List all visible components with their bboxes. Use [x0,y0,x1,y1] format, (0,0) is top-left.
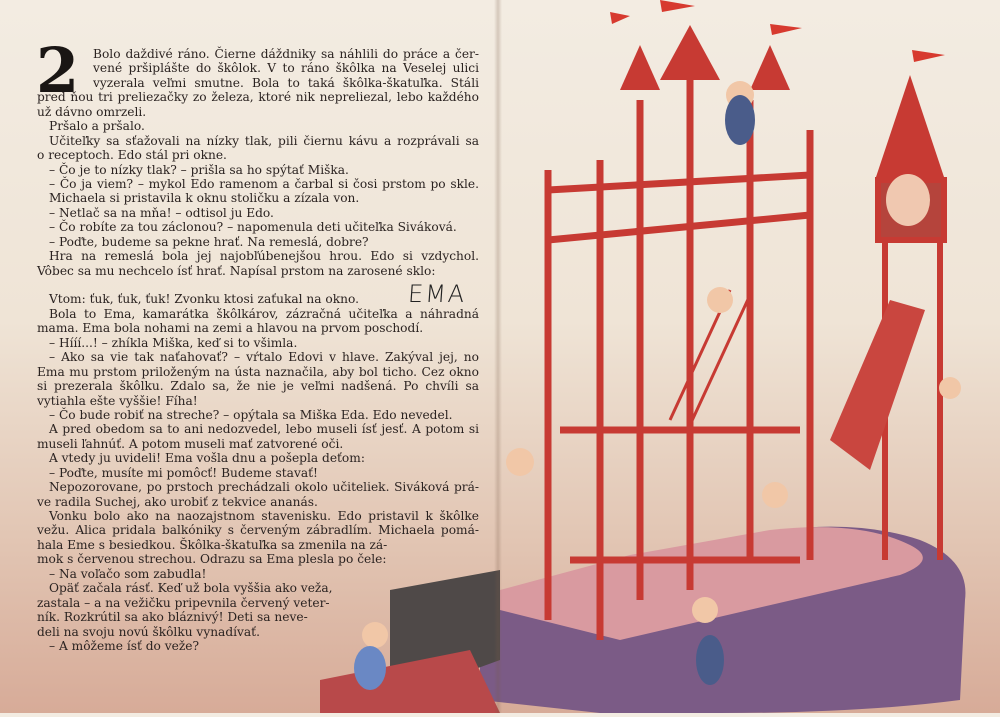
text-line: – Poďte, budeme sa pekne hrať. Na remeslá, dobre? [49,234,369,249]
page-fold [494,0,502,713]
text-line: Bola to Ema, kamarátka škôlkárov, zázračná učiteľka a náhradná [49,306,479,321]
text-line: deli na svoju novú škôlku vynadívať. [37,624,260,639]
text-line: vyzerala veľmi smutne. Bola to taká škôlka-škatuľka. Stáli [93,75,479,90]
text-line: – Hííí...! – zhíkla Miška, keď si to všimla. [49,335,298,350]
text-line: o receptoch. Edo stál pri okne. [37,148,227,163]
text-line: museli ľahnúť. A potom museli mať zatvorené oči. [37,436,344,451]
text-line: Vonku bolo ako na naozajstnom stavenisku. Edo pristavil k škôlke [49,509,479,523]
text-line: zastala – a na vežičku pripevnila červený veter- [37,595,330,610]
text-line: vytiahla ešte vyššie! Fíha! [37,393,198,408]
text-line: Vtom: ťuk, ťuk, ťuk! Zvonku ktosi zaťukal na okno. [49,292,359,307]
text-line: – Netlač sa na mňa! – odtisol ju Edo. [49,205,274,220]
text-line: Učiteľky sa sťažovali na nízky tlak, pili čiernu kávu a rozprávali sa [49,133,479,148]
text-line: vené pršiplášte do škôlok. V to ráno škôlka na Veselej ulici [93,61,479,76]
text-line: ve radila Suchej, ako urobiť z tekvice ananás. [37,494,318,509]
text-line: – Na voľačo som zabudla! [49,566,207,581]
red-roofs [620,25,945,180]
text-line: – A môžeme ísť do veže? [49,638,200,653]
text-line: – Poďte, musíte mi pomôcť! Budeme stavať! [49,465,318,480]
text-line: – Čo bude robiť na streche? – opýtala sa Miška Eda. Edo nevedel. [49,407,453,422]
text-line: Opäť začala rásť. Keď už bola vyššia ako veža, [49,581,333,596]
text-line: Nepozorovane, po prstoch prechádzali okolo učiteliek. Siváková prá- [49,480,479,495]
text-line: – Ako sa vie tak naťahovať? – vŕtalo Edovi v hlave. Zakýval jej, no [49,350,479,365]
text-line: mok s červenou strechou. Odrazu sa Ema plesla po čele: [37,552,387,567]
text-line: Ema mu prstom priloženým na ústa naznačila, aby bol ticho. Cez okno [37,364,479,379]
story-text [37,47,479,653]
text-line: – Čo robíte za tou záclonou? – napomenula deti učiteľka Siváková. [49,220,457,235]
text-line: Bolo daždivé ráno. Čierne dáždniky sa náhlili do práce a čer- [93,47,479,61]
text-line: si prezerala škôlku. Zdalo sa, že nie je veľmi nadšená. Po chvíli sa [37,379,479,394]
ladder [670,290,750,425]
text-line: mama. Ema bola nohami na zemi a hlavou na prvom poschodí. [37,321,424,336]
text-line: A pred obedom sa to ani nedozvedel, lebo museli ísť jesť. A potom si [49,422,479,437]
text-line: Vôbec sa mu nechcelo ísť hrať. Napísal prstom na zarosené sklo: [37,263,436,278]
text-line: Michaela si pristavila k oknu stoličku a zízala von. [49,191,360,206]
flags [610,0,945,62]
text-line: vežu. Alica pridala balkóniky s červeným zábradlím. Michaela pomá- [37,523,479,538]
handwritten-ema: EMA [407,280,468,308]
text-line: ník. Rozkrútil sa ako bláznivý! Deti sa neve- [37,610,308,625]
chapter-number: 2 [36,34,80,107]
slide [830,300,925,470]
text-line: – Čo je to nízky tlak? – prišla sa ho spýtať Miška. [49,162,349,177]
text-line: – Čo ja viem? – mykol Edo ramenom a čarbal si čosi prstom po skle. [49,176,479,191]
text-line: hala Eme s besiedkou. Škôlka-škatuľka sa zmenila na zá- [37,537,388,552]
text-line: A vtedy ju uvideli! Ema vošla dnu a pošepla deťom: [49,451,365,466]
text-line [37,278,479,292]
text-line: Hra na remeslá bola jej najobľúbenejšou hrou. Edo si vzdychol. [49,249,479,264]
text-line: pred ňou tri preliezačky zo železa, ktoré nik nepreliezal, lebo každého [37,90,479,105]
text-line: Pršalo a pršalo. [49,119,145,134]
text-line: už dávno omrzeli. [37,104,147,119]
